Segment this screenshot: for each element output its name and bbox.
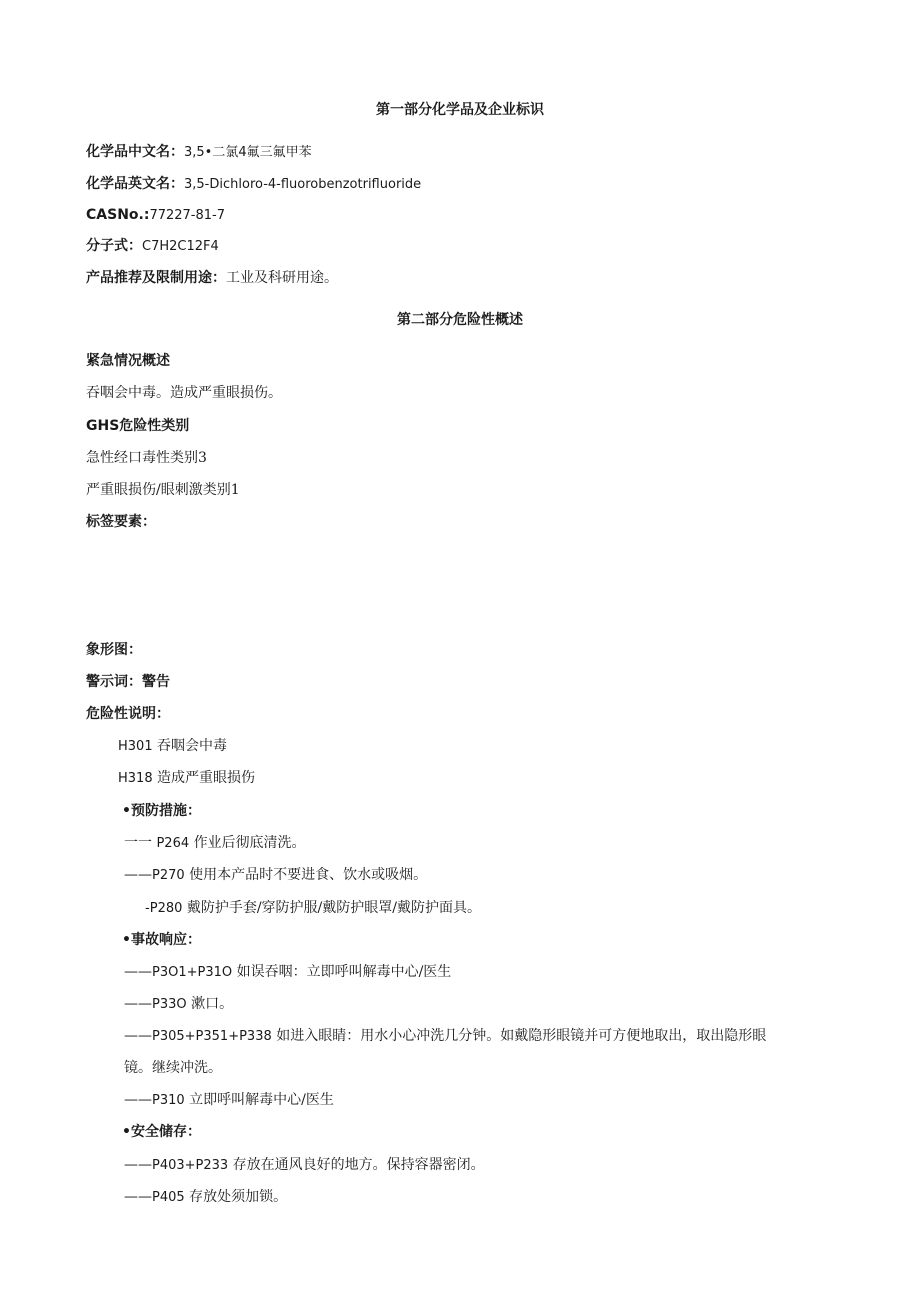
formula-label: 分子式：	[86, 238, 142, 254]
storage-item	[124, 1187, 287, 1208]
formula-row	[86, 236, 219, 257]
cas-row	[86, 205, 225, 226]
response-item	[124, 1026, 766, 1047]
hazard-statement	[118, 736, 227, 757]
en-name-value: 3,5-Dichloro-4-fluorobenzotrifluoride	[184, 177, 422, 192]
item-text: 如进入眼睛：用水小心冲洗几分钟。如戴隐形眼镜并可方便地取出，取出隐形眼	[276, 1028, 767, 1044]
item-code: P3O1+P31O	[152, 965, 233, 980]
section2-title: 第二部分危险性概述	[397, 312, 523, 328]
item-prefix: ——	[124, 996, 152, 1012]
hazard-statement	[118, 768, 255, 789]
item-text: 立即呼叫解毒中心/医生	[189, 1092, 334, 1108]
item-code: P264	[156, 836, 190, 851]
prevention-item	[124, 865, 427, 886]
response-item-continuation	[124, 1058, 222, 1078]
item-prefix: ——	[124, 964, 152, 980]
item-code: P403+P233	[152, 1158, 229, 1173]
hazard-text: 吞咽会中毒	[157, 738, 228, 754]
pictogram-label: 象形图：	[86, 642, 142, 658]
cn-name-row	[86, 142, 312, 163]
item-code: P33O	[152, 997, 187, 1012]
cn-name-value: 3,5•二氯4氟三氟甲苯	[184, 145, 312, 160]
item-code: P270	[152, 868, 185, 883]
item-prefix: ——	[124, 1092, 152, 1108]
item-prefix: ——	[124, 1189, 152, 1205]
section1-title: 第一部分化学品及企业标识	[376, 102, 544, 118]
emergency-label: 紧急情况概述	[86, 353, 170, 369]
item-code: P280	[149, 901, 183, 916]
emergency-text: 吞咽会中毒。造成严重眼损伤。	[86, 385, 282, 401]
item-prefix: ——	[124, 1157, 152, 1173]
response-item	[124, 962, 451, 983]
hazard-statements-label: 危险性说明：	[86, 706, 170, 722]
item-prefix: 一一	[124, 835, 152, 851]
en-name-label: 化学品英文名：	[86, 176, 184, 192]
item-text: 戴防护手套/穿防护服/戴防护眼罩/戴防护面具。	[186, 900, 481, 916]
item-text: 作业后彻底清洗。	[193, 835, 306, 851]
cas-label: CASNo.:	[86, 207, 150, 223]
prevention-label: •预防措施：	[122, 803, 201, 819]
item-code: P405	[152, 1190, 185, 1205]
storage-label: •安全储存：	[122, 1124, 201, 1140]
hazard-code: H301	[118, 739, 153, 754]
ghs-label: GHS危险性类别	[86, 418, 190, 434]
ghs-item: 严重眼损伤/眼刺激类别1	[86, 482, 240, 498]
cas-value: 77227-81-7	[149, 208, 226, 223]
item-text: 镜。继续冲洗。	[124, 1060, 222, 1076]
item-prefix: ——	[124, 867, 152, 883]
use-value: 工业及科研用途。	[226, 270, 338, 286]
response-item	[124, 994, 233, 1015]
item-text: 存放在通风良好的地方。保持容器密闭。	[232, 1157, 485, 1173]
storage-item	[124, 1155, 485, 1176]
item-prefix: -	[145, 900, 150, 916]
formula-value: C7H2C12F4	[142, 239, 219, 254]
item-code: P310	[152, 1093, 185, 1108]
en-name-row	[86, 174, 421, 195]
item-text: 漱口。	[191, 996, 234, 1012]
use-label: 产品推荐及限制用途：	[86, 270, 226, 286]
response-item	[124, 1090, 334, 1111]
signal-word: 警示词：警告	[86, 674, 170, 690]
ghs-item: 急性经口毒性类别3	[86, 450, 207, 466]
hazard-text: 造成严重眼损伤	[157, 770, 256, 786]
cn-name-label: 化学品中文名：	[86, 144, 184, 160]
item-text: 如误吞咽：立即呼叫解毒中心/医生	[236, 964, 452, 980]
prevention-item	[145, 898, 481, 919]
prevention-item	[124, 833, 306, 854]
item-prefix: ——	[124, 1028, 152, 1044]
item-code: P305+P351+P338	[152, 1029, 272, 1044]
label-elements: 标签要素：	[86, 514, 156, 530]
item-text: 存放处须加锁。	[189, 1189, 288, 1205]
response-label: •事故响应：	[122, 932, 201, 948]
hazard-code: H318	[118, 771, 153, 786]
item-text: 使用本产品时不要进食、饮水或吸烟。	[189, 867, 428, 883]
use-row	[86, 268, 338, 288]
